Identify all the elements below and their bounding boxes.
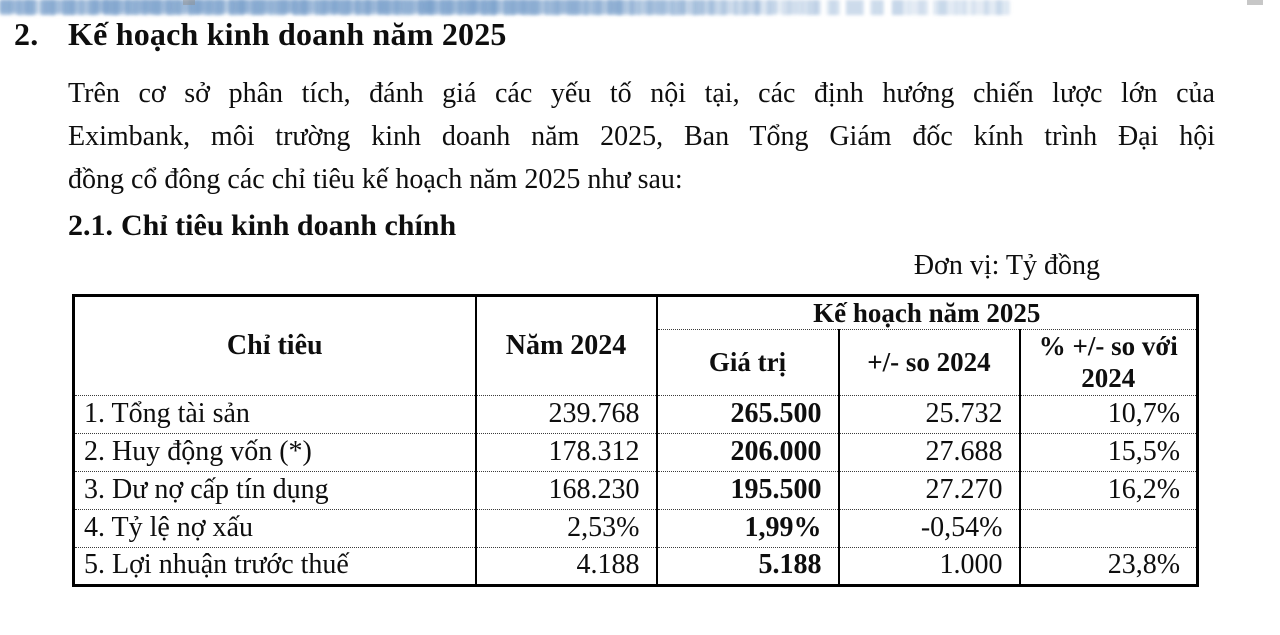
- col-header-so-2024: +/- so 2024: [839, 330, 1020, 396]
- cell-gia-tri: 206.000: [657, 434, 839, 472]
- col-header-chi-tieu: Chỉ tiêu: [74, 296, 476, 396]
- cell-nam-2024: 2,53%: [476, 510, 657, 548]
- section-heading: [14, 16, 1280, 52]
- col-group-ke-hoach-2025: Kế hoạch năm 2025: [657, 296, 1198, 330]
- cell-so-2024: -0,54%: [839, 510, 1020, 548]
- cell-indicator: 1. Tổng tài sản: [74, 396, 476, 434]
- col-header-nam-2024: Năm 2024: [476, 296, 657, 396]
- unit-label: Đơn vị: Tỷ đồng: [913, 250, 1100, 281]
- table-row: [74, 548, 1198, 586]
- table-row: [74, 434, 1198, 472]
- paragraph-line: đồng cổ đông các chỉ tiêu kế hoạch năm 2025 như sau:: [68, 164, 683, 195]
- cell-indicator: 3. Dư nợ cấp tín dụng: [74, 472, 476, 510]
- cell-gia-tri: 1,99%: [657, 510, 839, 548]
- col-header-gia-tri: Giá trị: [657, 330, 839, 396]
- cell-nam-2024: 4.188: [476, 548, 657, 586]
- cell-pct: [1020, 510, 1198, 548]
- table-row: [74, 510, 1198, 548]
- cell-pct: 10,7%: [1020, 396, 1198, 434]
- paragraph-line: Eximbank, môi trường kinh doanh năm 2025, Ban Tổng Giám đốc kính trình Đại hội: [68, 121, 1215, 152]
- paragraph-line: Trên cơ sở phân tích, đánh giá các yếu tố nội tại, các định hướng chiến lược lớn của: [68, 78, 1215, 109]
- cell-gia-tri: 265.500: [657, 396, 839, 434]
- cell-pct: 15,5%: [1020, 434, 1198, 472]
- table-row: [74, 472, 1198, 510]
- table-header-row-group: [74, 296, 1198, 330]
- intro-paragraph: [68, 72, 1215, 201]
- subsection-title: Chỉ tiêu kinh doanh chính: [121, 209, 457, 242]
- cell-nam-2024: 239.768: [476, 396, 657, 434]
- cell-so-2024: 25.732: [839, 396, 1020, 434]
- kpi-table: [72, 294, 1199, 587]
- cell-so-2024: 1.000: [839, 548, 1020, 586]
- table-row: [74, 396, 1198, 434]
- subsection-heading: [68, 208, 1280, 244]
- cell-so-2024: 27.688: [839, 434, 1020, 472]
- cell-pct: 16,2%: [1020, 472, 1198, 510]
- cell-pct: 23,8%: [1020, 548, 1198, 586]
- section-number: 2.: [14, 16, 39, 52]
- cell-gia-tri: 5.188: [657, 548, 839, 586]
- cell-nam-2024: 168.230: [476, 472, 657, 510]
- cell-indicator: 5. Lợi nhuận trước thuế: [74, 548, 476, 586]
- cell-nam-2024: 178.312: [476, 434, 657, 472]
- cell-indicator: 2. Huy động vốn (*): [74, 434, 476, 472]
- subsection-number: 2.1.: [68, 209, 113, 242]
- section-title: Kế hoạch kinh doanh năm 2025: [68, 16, 507, 52]
- col-header-pct-so-2024: % +/- so với 2024: [1020, 330, 1198, 396]
- cell-so-2024: 27.270: [839, 472, 1020, 510]
- cell-indicator: 4. Tỷ lệ nợ xấu: [74, 510, 476, 548]
- cell-gia-tri: 195.500: [657, 472, 839, 510]
